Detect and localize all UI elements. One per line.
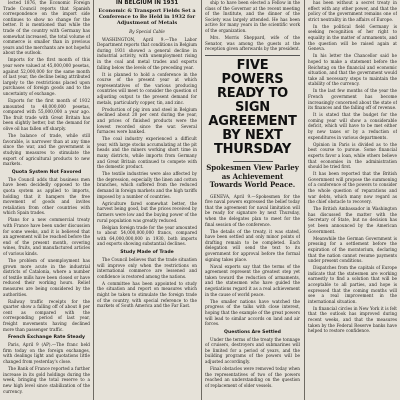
subheading: Study Made of Trade [120, 249, 174, 255]
article-paragraph: Railway traffic receipts for the quarter show a falling off of about 8 per cent as compared with the corresponding period of last year, freight movements having declined more than passenger traffic. [3, 298, 90, 332]
article-paragraph: Production of pig iron and steel in Belgium declined about 20 per cent during the year, and prices of finished products were the lowest recorded since the war. Several furnaces were banked. [97, 106, 197, 135]
column-rule [304, 0, 305, 400]
article-paragraph: It is stated that the budget for the coming year will show a considerable deficit, which will have to be met either by new taxes or by a reduction of expenditures in various departments. [308, 112, 397, 140]
subheading: Questions Are Settled [224, 329, 281, 335]
article-paragraph: The problem of unemployment has grown more acute in the industrial districts of Catalonia, where a number of textile mills have been closed or have reduced their working hours. Relief measures are being considered by the authorities. [3, 258, 90, 297]
article-paragraph: Mrs. Morris Sheppard, wife of the Senator, was among the guests at the reception given afterwards by the president. [205, 35, 300, 52]
article-paragraph: Final obstacles were removed today when the representatives of two of the powers reached an understanding on the question of replacement of older vessels. [205, 366, 300, 388]
column-1 [3, 0, 90, 400]
article-paragraph: The Council believes that the trade situation will improve only when the restrictions on international commerce are lessened and confidence is restored among the nations. [97, 256, 197, 279]
article-paragraph: The textile industries were also affected by the depression, especially the linen and cotton branches, which suffered from the reduced demand in foreign markets and the high tariffs imposed by a number of countries. [97, 171, 197, 199]
section-divider [205, 55, 300, 56]
article-paragraph: has been without a secret treaty in effect with any other power, and that the policy of the government remains one of strict neutrality in the affairs of Europe. [308, 0, 397, 22]
article-paragraph: The balance of trade, while still favorable, is narrower than at any time since the war, and the government is studying measures to stimulate the export of agricultural products to new markets. [3, 133, 90, 167]
column-rule [93, 0, 94, 400]
article-paragraph: Belgian foreign trade for the year amounted to about 54,000,000,000 francs, compared with 64,000,000,000 in 1930, both imports and exports showing substantial declines. [97, 224, 197, 247]
article-paragraph: It is planned to hold a conference in the course of the present year at which representatives of the various producing countries will meet to consider the question of adjusting output to the present demand for metals, particularly copper, tin, and zinc. [97, 71, 197, 105]
article-paragraph: Exports for the first month of 1932 amounted to 48,000,000 pesetas, compared with 55,000,000 a year ago. The fruit trade with Great Britain has been slightly better, but the demand for olive oil has fallen off sharply. [3, 98, 90, 132]
article-paragraph: Plans for a new commercial treaty with France have been under discussion for some weeks, and it is believed that an agreement will be reached before the end of the present month, covering wines, fruits, and manufactured articles of various kinds. [3, 217, 90, 256]
column-4 [308, 0, 397, 400]
article-paragraph: lected 1876, the Economic Foreign Trade Council reports that Spanish correspondence on the import side continues to show no change for the better. It is mentioned that while the trade of the country with Germany has somewhat increased, the total volume of commerce is smaller than in previous years and the merchants are not hopeful about the outlook. [3, 0, 90, 56]
article-deck: Economic & Transport Fields Set a Conference to Be Held in 1932 for Adjustment of Metals [98, 8, 196, 26]
article-paragraph: A committee has been appointed to study the situation and report on measures which might be taken to stimulate the foreign trade of the country, with special reference to the markets of South America and the Far East. [97, 280, 197, 309]
article-paragraph: Under the terms of the treaty the tonnage of cruisers, destroyers and submarines will be limited for a period of years, and the building programs of the powers will be adjusted accordingly. [205, 336, 300, 365]
article-paragraph: WASHINGTON, April 9.—The Labor Department reports that conditions in Belgium during 1931 showed a general decline in industrial activity, with unemployment rising in the coal and metal trades and exports falling below the levels of the preceding year. [97, 36, 197, 70]
article-paragraph: The British Ambassador in Washington has discussed the matter with the Secretary of State, but no decision has yet been announced by the American Government. [308, 206, 397, 234]
dateline: By Special Cable [129, 29, 165, 34]
article-paragraph: Opinion in Paris is divided as to the best course to pursue. Some financial experts favor a loan, while others believe that economies in the administration should be tried first. [308, 141, 397, 170]
subheading: French Exchange Rate Steady [7, 335, 86, 341]
article-paragraph: In financial circles in New York it is felt that the outlook has improved during recent weeks, and that the measures taken by the Federal Reserve banks have helped to restore confidence. [308, 305, 397, 334]
article-paragraph: Paris, April 9 (AP).—The franc held firm today on the foreign exchanges, with dealings light and quotations little changed from yesterday's close. [3, 342, 90, 365]
article-paragraph: In the political field Germany is seeking recognition of her right to equality in the matter of armaments, and the question will be raised again at Geneva. [308, 23, 397, 52]
article-paragraph: GENEVA, April 9.—Spokesmen for the five naval powers expressed the belief today that the agreement for naval limitation will be ready for signature by next Thursday, when the delegates plan to meet for the final session of the conference. [205, 193, 300, 227]
main-subhead: Spokesmen View Parley as Achievement Towards World Peace. [206, 163, 299, 190]
article-paragraph: Imports for the first month of this year were valued at 45,000,000 pesetas, against 52,000,000 for the same month of last year, the decline being attributed largely to the restrictions placed upon purchases of foreign goods and to the uncertainty of exchange. [3, 57, 90, 96]
article-paragraph: Dispatches from the capitals of Europe indicate that the statesmen are working earnestly to find a solution that will be acceptable to all parties, and hope is expressed that the coming months will see a real improvement in the international situation. [308, 265, 397, 304]
article-paragraph: The details of the treaty, it was stated, have been settled and only minor points of drafting remain to be completed. Each delegation will send the text to its government for approval before the formal signing takes place. [205, 228, 300, 262]
article-paragraph: The smaller nations have watched the progress of the talks with close interest, hoping that the example of the great powers will lead to similar accords on land and air forces. [205, 298, 300, 327]
article-paragraph: It has been reported that the British Government will propose the summoning of a conference of the powers to consider the whole question of reparations and war debts, which many now regard as the chief obstacle to recovery. [308, 171, 397, 205]
article-paragraph: Agriculture fared somewhat better, the harvest being good, but the prices received by farmers were low and the buying power of the rural population was greatly reduced. [97, 200, 197, 223]
article-paragraph: Naval experts say that the terms of the agreement represent the greatest step yet taken toward the reduction of armaments, and the statesmen who have guided the negotiations regard it as a real achievement in the cause of world peace. [205, 263, 300, 297]
column-3 [205, 0, 300, 400]
article-paragraph: In his letter the Chancellor said he hoped to make a statement before the Reichstag on the financial and economic situation, and that the government would take all necessary steps to maintain the stability of the currency. [308, 53, 397, 87]
article-paragraph: The coal industry experienced a difficult year, with large stocks accumulating at the pit heads and the miners working short time in many districts, while imports from Germany and Great Britain continued to compete with the domestic product. [97, 136, 197, 170]
column-2 [97, 0, 197, 400]
headline-divider [233, 161, 273, 162]
article-paragraph: In the last few months of the year the French government has become increasingly concerned about the state of its finances and the falling off of revenue. [308, 88, 397, 111]
article-paragraph: The Council adds that business men have been decidedly opposed to the quota system as applied to imports, holding that it hampers the free movement of goods and invites retaliation from other countries with which Spain trades. [3, 176, 90, 216]
column-rule [201, 0, 202, 400]
article-paragraph: ship to have been elected a Fellow in the class of the Governor at the recent meeting of the Institute, and the dinner of the Society was largely attended. He has been active for many years in the scientific work of the organization. [205, 0, 300, 33]
article-headline: IN BELGIUM IN 1931 [115, 0, 179, 6]
article-paragraph: The Bank of France reported a further increase in its gold holdings during the week, bringing the total reserve to a new high level since stabilization of the currency. [3, 366, 90, 394]
main-headline: FIVE POWERS READY TO SIGN AGREEMENT BY NEXT THURSDAY [208, 58, 297, 158]
subheading: Quota System Not Favored [11, 169, 82, 175]
article-paragraph: Meanwhile the German Government is pressing for a settlement before the expiration of the moratorium, declaring that the nation cannot resume payments under present conditions. [308, 235, 397, 264]
col1-paras-top [3, 0, 90, 167]
